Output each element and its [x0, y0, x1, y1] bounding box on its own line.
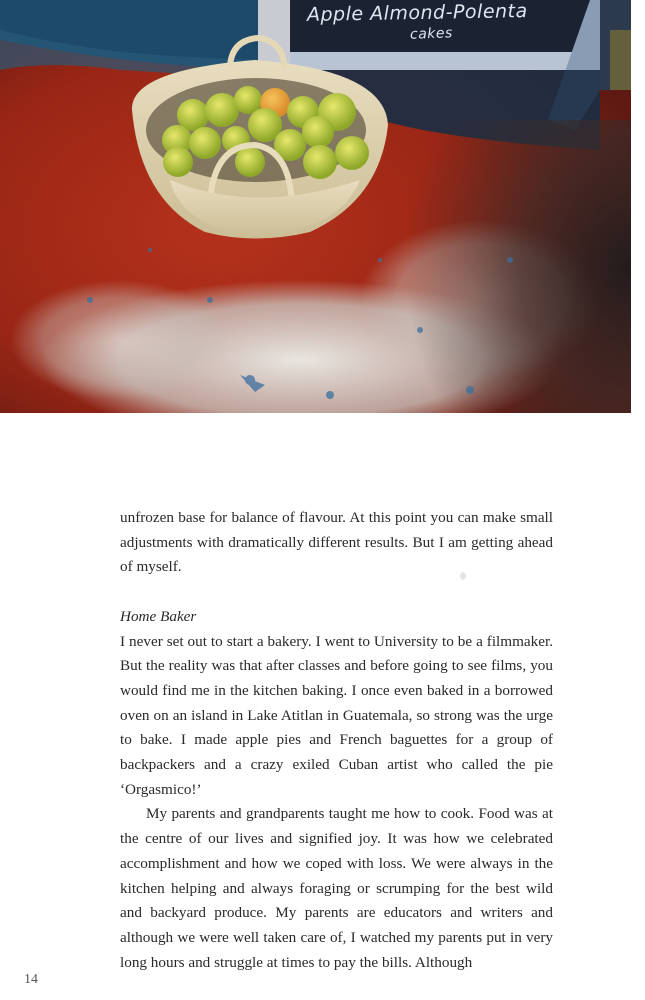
- paragraph-2: My parents and grandparents taught me how to cook. Food was at the centre of our lives and signified joy. It was how we celebrated accomplishment and how we coped with loss. We were always in the kitchen helping and always foraging or scrumping for the best wild and backyard produce. My parents are educators and writers and although we were well taken care of, I watched my parents put in very long hours and struggle at times to pay the bills. Although: [120, 805, 553, 971]
- paragraph-gap: [120, 580, 553, 605]
- page-number: 14: [24, 972, 38, 987]
- photo-apple-basket: [0, 0, 631, 413]
- photo-illustration: [0, 0, 631, 413]
- body-text: [120, 506, 553, 975]
- chalkboard-text-line2: cakes: [409, 25, 454, 43]
- intro-paragraph: unfrozen base for balance of flavour. At this point you can make small adjustments with dramatically different results. But I am getting ahead of myself.: [120, 509, 553, 576]
- paragraph-1: I never set out to start a bakery. I went to University to be a filmmaker. But the reality was that after classes and before going to see films, you would find me in the kitchen baking. I once even baked in a borrowed oven on an island in Lake Atitlan in Guatemala, so strong was the urge to bake. I made apple pies and French baguettes for a group of backpackers and a crazy exiled Cuban artist who called the pie ‘Orgasmico!’: [120, 632, 553, 798]
- section-heading: Home Baker: [120, 607, 197, 625]
- chalkboard-text-line1: Apple Almond-Polenta: [306, 0, 528, 26]
